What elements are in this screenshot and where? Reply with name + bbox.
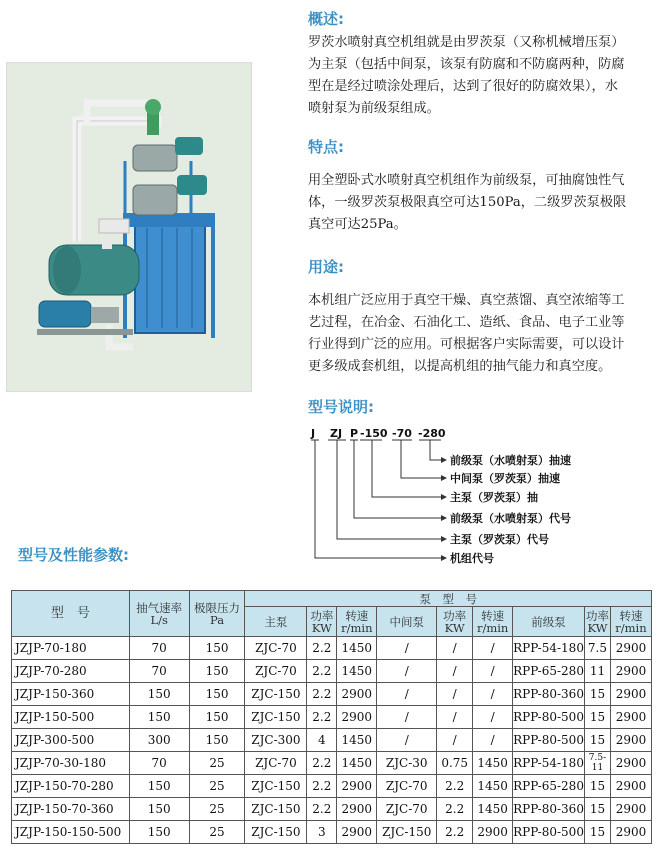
overview-line: 为主泵（包括中间泵，该泵有防腐和不防腐两种，防腐 (308, 57, 625, 72)
cell-pre-rpm: 2900 (610, 637, 651, 660)
cell-speed: 150 (129, 706, 189, 729)
cell-main-power: 2.2 (307, 775, 337, 798)
cell-speed: 150 (129, 798, 189, 821)
code-part: -150 (360, 427, 388, 440)
code-part: -70 (392, 427, 412, 440)
cell-pre-rpm: 2900 (610, 798, 651, 821)
cell-mid-power: 0.75 (437, 752, 473, 775)
overview-heading: 概述: (308, 10, 344, 28)
overview-line: 罗茨水喷射真空机组就是由罗茨泵（又称机械增压泵） (308, 35, 625, 50)
usage-line: 行业得到广泛的应用。可根据客户实际需要，可以设计 (308, 337, 625, 352)
cell-main-rpm: 2900 (337, 683, 377, 706)
code-part: -280 (418, 427, 446, 440)
header-pressure (189, 591, 245, 637)
overview-line: 型在是经过喷涂处理后，达到了很好的防腐效果），水 (308, 79, 618, 94)
cell-model: JZJP-150-360 (12, 683, 130, 706)
cell-main-rpm: 1450 (337, 637, 377, 660)
usage-text (308, 290, 650, 378)
cell-pressure: 150 (189, 637, 245, 660)
cell-main-pump: ZJC-150 (245, 706, 307, 729)
features-line: 真空可达25Pa。 (308, 217, 407, 232)
overview-line: 喷射泵为前级泵组成。 (308, 101, 440, 116)
legend-item: 前级泵（水喷射泵）代号 (450, 512, 571, 525)
header-pressure-unit: Pa (210, 612, 225, 627)
cell-main-power: 2.2 (307, 660, 337, 683)
header-rpm-label: 转速 (345, 608, 369, 623)
cell-mid-pump: / (377, 706, 437, 729)
spec-heading: 型号及性能参数: (18, 546, 129, 564)
cell-mid-rpm: / (473, 706, 513, 729)
header-pre: 前级泵 (513, 607, 585, 637)
header-speed-label: 抽气速率 (136, 600, 183, 615)
header-rpm-unit: r/min (615, 620, 647, 635)
header-model: 型 号 (12, 591, 130, 637)
table-row (12, 752, 652, 775)
cell-main-power: 2.2 (307, 798, 337, 821)
header-speed (129, 591, 189, 637)
table-row (12, 798, 652, 821)
cell-main-pump: ZJC-150 (245, 775, 307, 798)
product-photo (6, 62, 252, 392)
cell-pre-power: 7.5 (584, 637, 610, 660)
cell-main-power: 2.2 (307, 752, 337, 775)
cell-mid-rpm: / (473, 637, 513, 660)
vacuum-unit-illustration (7, 63, 251, 391)
cell-model: JZJP-70-30-180 (12, 752, 130, 775)
cell-mid-rpm: 1450 (473, 798, 513, 821)
cell-pressure: 25 (189, 798, 245, 821)
cell-model: JZJP-150-70-360 (12, 798, 130, 821)
cell-pre-pump: RPP-80-500 (513, 821, 585, 844)
cell-mid-pump: / (377, 683, 437, 706)
cell-speed: 300 (129, 729, 189, 752)
cell-pre-pump: RPP-80-360 (513, 798, 585, 821)
table-row (12, 706, 652, 729)
cell-main-rpm: 2900 (337, 775, 377, 798)
cell-mid-power: 2.2 (437, 798, 473, 821)
cell-mid-rpm: / (473, 729, 513, 752)
header-main: 主泵 (245, 607, 307, 637)
cell-pre-pump: RPP-54-180 (513, 637, 585, 660)
cell-main-pump: ZJC-300 (245, 729, 307, 752)
header-main-power (307, 607, 337, 637)
header-pump-type: 泵 型 号 (245, 591, 652, 607)
cell-speed: 70 (129, 637, 189, 660)
cell-speed: 70 (129, 752, 189, 775)
cell-pre-power: 15 (584, 821, 610, 844)
usage-line: 艺过程，在冶金、石油化工、造纸、食品、电子工业等 (308, 315, 625, 330)
cell-mid-pump: / (377, 729, 437, 752)
cell-pre-rpm: 2900 (610, 729, 651, 752)
usage-line: 本机组广泛应用于真空干燥、真空蒸馏、真空浓缩等工 (308, 293, 625, 308)
header-power-unit: KW (587, 620, 608, 635)
cell-speed: 150 (129, 683, 189, 706)
cell-pre-pump: RPP-54-180 (513, 752, 585, 775)
cell-mid-pump: / (377, 660, 437, 683)
cell-pressure: 150 (189, 683, 245, 706)
header-pressure-label: 极限压力 (194, 600, 241, 615)
cell-mid-rpm: / (473, 683, 513, 706)
cell-main-power: 2.2 (307, 683, 337, 706)
cell-mid-power: / (437, 729, 473, 752)
legend-item: 前级泵（水喷射泵）抽速 (450, 454, 571, 467)
cell-main-rpm: 1450 (337, 752, 377, 775)
header-pre-rpm (610, 607, 651, 637)
cell-pre-power: 15 (584, 683, 610, 706)
cell-pre-rpm: 2900 (610, 706, 651, 729)
cell-pressure: 150 (189, 706, 245, 729)
cell-mid-rpm: 2900 (473, 821, 513, 844)
features-heading: 特点: (308, 138, 344, 156)
cell-pre-pump: RPP-65-280 (513, 775, 585, 798)
cell-pressure: 25 (189, 821, 245, 844)
cell-mid-power: 2.2 (437, 821, 473, 844)
cell-pre-pump: RPP-65-280 (513, 660, 585, 683)
cell-main-pump: ZJC-150 (245, 683, 307, 706)
legend-item: 主泵（罗茨泵）代号 (450, 533, 549, 546)
cell-main-pump: ZJC-70 (245, 637, 307, 660)
cell-pre-power: 11 (584, 660, 610, 683)
cell-pre-rpm: 2900 (610, 660, 651, 683)
cell-main-pump: ZJC-70 (245, 660, 307, 683)
cell-mid-pump: ZJC-70 (377, 798, 437, 821)
cell-mid-rpm: / (473, 660, 513, 683)
header-rpm-label: 转速 (481, 608, 505, 623)
table-row (12, 637, 652, 660)
header-power-unit: KW (311, 620, 332, 635)
header-power-label: 功率 (310, 608, 334, 623)
cell-main-rpm: 1450 (337, 660, 377, 683)
usage-heading: 用途: (308, 258, 344, 276)
cell-pre-power: 15 (584, 706, 610, 729)
overview-text (308, 32, 650, 120)
cell-mid-pump: / (377, 637, 437, 660)
cell-main-power: 4 (307, 729, 337, 752)
cell-main-power: 2.2 (307, 637, 337, 660)
cell-speed: 70 (129, 660, 189, 683)
features-text (308, 170, 650, 236)
table-row (12, 683, 652, 706)
cell-pre-rpm: 2900 (610, 775, 651, 798)
header-power-label: 功率 (585, 608, 609, 623)
features-line: 体，一级罗茨泵极限真空可达150Pa，二级罗茨泵极限 (308, 195, 627, 210)
cell-pre-pump: RPP-80-500 (513, 706, 585, 729)
code-part: ZJ (330, 427, 343, 440)
table-row (12, 729, 652, 752)
cell-main-rpm: 2900 (337, 821, 377, 844)
cell-main-power: 3 (307, 821, 337, 844)
cell-mid-power: 2.2 (437, 775, 473, 798)
cell-main-rpm: 2900 (337, 706, 377, 729)
cell-pre-rpm: 2900 (610, 821, 651, 844)
cell-mid-pump: ZJC-30 (377, 752, 437, 775)
model-explanation-heading: 型号说明: (308, 398, 374, 416)
cell-pre-power: 7.5-11 (584, 752, 610, 775)
cell-speed: 150 (129, 821, 189, 844)
cell-main-rpm: 1450 (337, 729, 377, 752)
cell-mid-power: / (437, 683, 473, 706)
header-power-unit: KW (444, 620, 465, 635)
cell-mid-pump: ZJC-150 (377, 821, 437, 844)
cell-pre-power: 15 (584, 775, 610, 798)
cell-mid-power: / (437, 706, 473, 729)
cell-mid-rpm: 1450 (473, 775, 513, 798)
header-power-label: 功率 (443, 608, 467, 623)
features-line: 用全塑卧式水喷射真空机组作为前级泵，可抽腐蚀性气 (308, 173, 625, 188)
header-mid: 中间泵 (377, 607, 437, 637)
code-part: P (350, 427, 359, 440)
header-rpm-unit: r/min (476, 620, 509, 635)
header-rpm-label: 转速 (619, 608, 643, 623)
cell-mid-power: / (437, 637, 473, 660)
cell-pre-rpm: 2900 (610, 683, 651, 706)
cell-model: JZJP-150-70-280 (12, 775, 130, 798)
cell-pre-pump: RPP-80-500 (513, 729, 585, 752)
cell-main-pump: ZJC-150 (245, 798, 307, 821)
cell-main-power: 2.2 (307, 706, 337, 729)
header-mid-rpm (473, 607, 513, 637)
cell-pre-pump: RPP-80-360 (513, 683, 585, 706)
table-row (12, 775, 652, 798)
cell-pressure: 25 (189, 775, 245, 798)
header-mid-power (437, 607, 473, 637)
cell-main-pump: ZJC-150 (245, 821, 307, 844)
header-pre-power (584, 607, 610, 637)
table-row (12, 660, 652, 683)
cell-mid-pump: ZJC-70 (377, 775, 437, 798)
spec-table-body (12, 637, 652, 844)
table-row (12, 821, 652, 844)
cell-main-rpm: 2900 (337, 798, 377, 821)
cell-model: JZJP-300-500 (12, 729, 130, 752)
header-speed-unit: L/s (150, 612, 168, 627)
cell-model: JZJP-150-500 (12, 706, 130, 729)
usage-line: 更多级成套机组，以提高机组的抽气能力和真空度。 (308, 359, 612, 374)
cell-model: JZJP-150-150-500 (12, 821, 130, 844)
code-part: J (311, 427, 316, 440)
cell-pressure: 25 (189, 752, 245, 775)
cell-main-pump: ZJC-70 (245, 752, 307, 775)
cell-pressure: 150 (189, 729, 245, 752)
cell-pressure: 150 (189, 660, 245, 683)
cell-pre-power: 15 (584, 729, 610, 752)
cell-model: JZJP-70-180 (12, 637, 130, 660)
cell-model: JZJP-70-280 (12, 660, 130, 683)
cell-mid-power: / (437, 660, 473, 683)
model-code-diagram (306, 426, 646, 566)
header-main-rpm (337, 607, 377, 637)
legend-item: 机组代号 (450, 552, 494, 565)
cell-pre-power: 15 (584, 798, 610, 821)
cell-mid-rpm: 1450 (473, 752, 513, 775)
spec-table (11, 590, 652, 844)
header-rpm-unit: r/min (341, 620, 373, 635)
legend-item: 中间泵（罗茨泵）抽速 (450, 472, 560, 485)
legend-item: 主泵（罗茨泵）抽 (450, 491, 538, 504)
cell-speed: 150 (129, 775, 189, 798)
cell-pre-rpm: 2900 (610, 752, 651, 775)
